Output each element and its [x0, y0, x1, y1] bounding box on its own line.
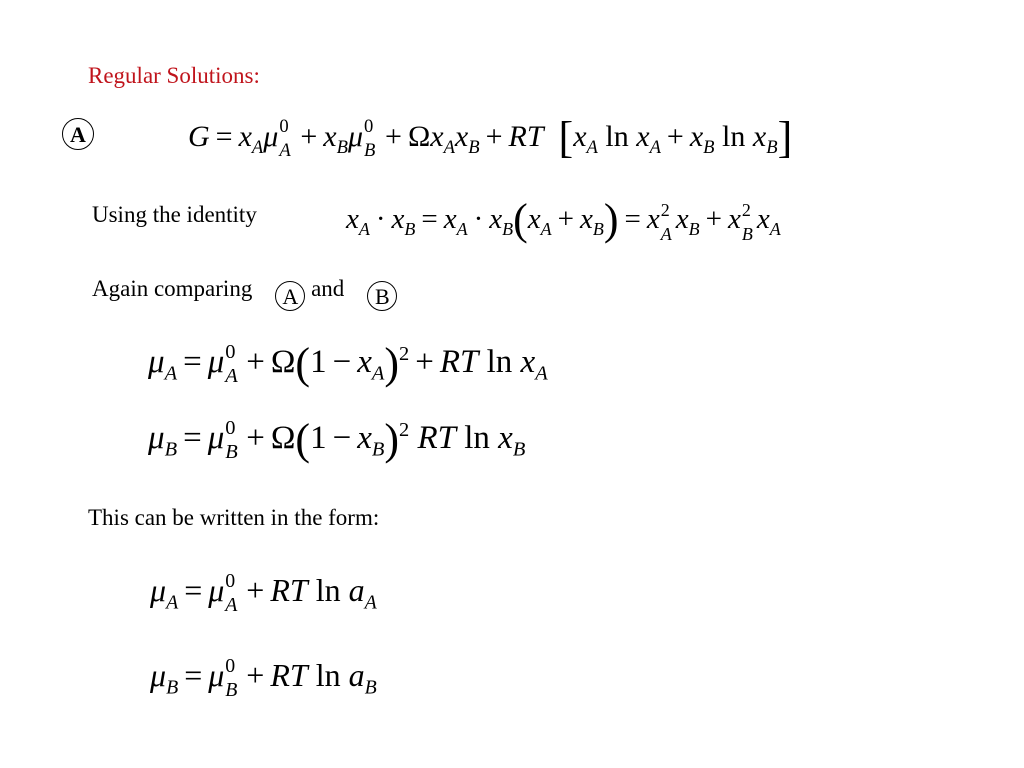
mu-b-activity-equation: $\mu_B = \mu$ 0 B + RT $\ln a_B$ — [150, 654, 377, 701]
gibbs-equation: $G = x_A\mu$ 0 A + $x_B\mu$ 0 B + $\Omega x_Ax_B$ + RT [$x_A$ $\ln x_A + x_B$ $\ln x_B$] — [188, 113, 793, 162]
and-word: and — [311, 276, 345, 301]
mu-b-equation: $\mu_B = \mu$ 0 B + $\Omega(1 - x_B)^2$ RT $\ln x_B$ — [148, 415, 526, 464]
marker-a-bold-circle: A — [62, 118, 94, 150]
mu-a-activity-equation: $\mu_A = \mu$ 0 A + RT $\ln a_A$ — [150, 569, 377, 616]
marker-a-bold — [62, 118, 94, 150]
identity-label: Using the identity — [92, 202, 257, 227]
slide-title: Regular Solutions: — [88, 63, 260, 88]
identity-equation: $x_A \cdot x_B = x_A \cdot x_B(x_A + x_B) = x$ 2 A $x_B + x$ 2 B $x_A$ — [346, 195, 781, 244]
again-label: Again comparing — [92, 276, 253, 301]
again-comparing-row — [92, 277, 397, 311]
marker-b: B — [367, 281, 397, 311]
form-label: This can be written in the form: — [88, 505, 380, 530]
mu-a-equation: $\mu_A = \mu$ 0 A + $\Omega(1 - x_A)^2$ + RT $\ln x_A$ — [148, 339, 548, 388]
marker-a: A — [275, 281, 305, 311]
